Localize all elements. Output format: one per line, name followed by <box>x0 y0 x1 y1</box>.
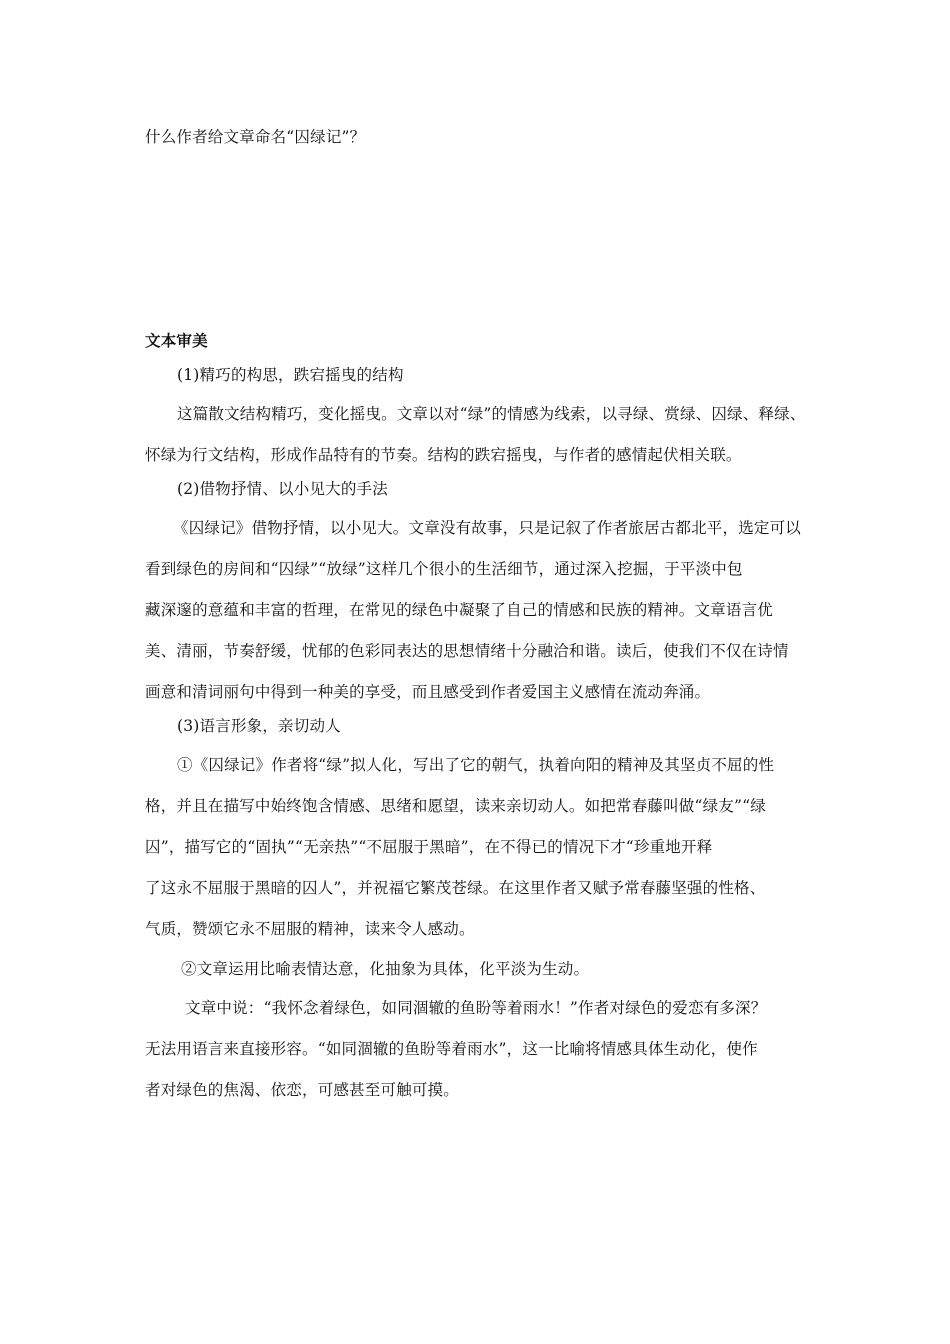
paragraph-line: 画意和清词丽句中得到一种美的享受，而且感受到作者爱国主义感情在流动奔涌。 <box>145 683 711 701</box>
paragraph-line: ①《囚绿记》作者将“绿”拟人化，写出了它的朝气，执着向阳的精神及其坚贞不屈的性 <box>177 756 775 774</box>
paragraph-line: 了这永不屈服于黑暗的囚人”，并祝福它繁茂苍绿。在这里作者又赋予常春藤坚强的性格、 <box>145 879 766 897</box>
paragraph-line: 怀绿为行文结构，形成作品特有的节奏。结构的跌宕摇曳，与作者的感情起伏相关联。 <box>145 446 742 464</box>
section-content <box>145 362 815 1111</box>
paragraph-line: 看到绿色的房间和“囚绿”“放绿”这样几个很小的生活细节，通过深入挖掘，于平淡中包 <box>145 560 743 578</box>
paragraph-line: 囚”，描写它的“固执”“无亲热”“不屈服于黑暗”，在不得已的情况下才“珍重地开释 <box>145 838 713 856</box>
question-text: 什么作者给文章命名“囚绿记”？ <box>145 128 366 146</box>
item-2 <box>145 476 815 713</box>
item-3-sub-body <box>145 988 815 1111</box>
item-3-sub-heading: ②文章运用比喻表情达意，化抽象为具体，化平淡为生动。 <box>181 960 590 978</box>
paragraph-line: 无法用语言来直接形容。“如同涸辙的鱼盼等着雨水”，这一比喻将情感具体生动化，使作 <box>145 1040 758 1058</box>
section-title: 文本审美 <box>145 331 208 350</box>
item-3-heading: (3)语言形象，亲切动人 <box>177 717 341 735</box>
paragraph-line: 《囚绿记》借物抒情，以小见大。文章没有故事，只是记叙了作者旅居古都北平，选定可以 <box>173 519 802 537</box>
paragraph-line: 这篇散文结构精巧，变化摇曳。文章以对“绿”的情感为线索，以寻绿、赏绿、囚绿、释绿、 <box>177 405 806 423</box>
paragraph-line: 者对绿色的焦渴、依恋，可感甚至可触可摸。 <box>145 1081 460 1099</box>
item-1-heading: (1)精巧的构思，跌宕摇曳的结构 <box>177 366 404 384</box>
paragraph-line: 文章中说：“我怀念着绿色，如同涸辙的鱼盼等着雨水！”作者对绿色的爱恋有多深？ <box>185 999 767 1017</box>
paragraph-line: 美、清丽，节奏舒缓，忧郁的色彩同表达的思想情绪十分融洽和谐。读后，使我们不仅在诗情 <box>145 642 789 660</box>
item-2-heading: (2)借物抒情、以小见大的手法 <box>177 480 388 498</box>
paragraph-line: 藏深邃的意蕴和丰富的哲理，在常见的绿色中凝聚了自己的情感和民族的精神。文章语言优 <box>145 601 774 619</box>
item-1 <box>145 362 815 476</box>
item-3 <box>145 713 815 1111</box>
paragraph-line: 格，并且在描写中始终饱含情感、思绪和愿望，读来亲切动人。如把常春藤叫做“绿友”“绿 <box>145 797 766 815</box>
paragraph-line: 气质，赞颂它永不屈服的精神，读来令人感动。 <box>145 920 475 938</box>
item-2-body <box>145 508 815 713</box>
item-1-body <box>145 394 815 476</box>
item-3-body <box>145 745 815 950</box>
